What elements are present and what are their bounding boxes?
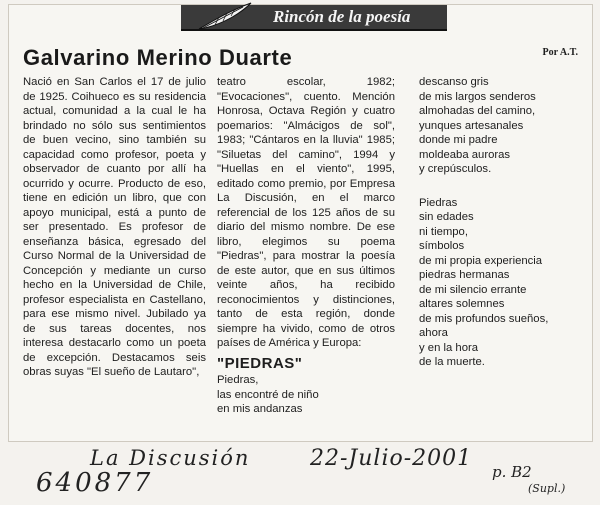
newspaper-clipping <box>8 4 593 442</box>
stanza-gap <box>419 177 584 196</box>
section-title: Rincón de la poesía <box>273 7 411 26</box>
section-banner <box>181 5 447 31</box>
body-text: Nació en San Carlos el 17 de julio de 1925. Coihueco es su residencia actual, comunidad a la cual le ha brindado no sólo sus sentimientos de buen vecino, sino también su capacidad como profesor, poeta y observador de cuanto por allí ha ocurrido y ocurre. Producto de eso, tiene en edición un libro, que con apoyo municipal, está a punto de ser presentado. Es profesor de enseñanza básica, egresado del Curso Normal de la Universidad de Concepción y mediante un curso hecho en la Universidad de Chile, profesor especialista en Castellano, para ese mismo nivel. Jubilado ya de sus tareas docentes, nos interesa destacarlo como un poeta de excepción. Destacamos seis obras suyas "El sueño de Lautaro", <box>23 76 206 378</box>
poem-line: de mis largos senderos <box>419 90 536 103</box>
poem-line: Piedras <box>419 196 458 209</box>
poem-line: ni tiempo, <box>419 225 468 238</box>
handwritten-note: (Supl.) <box>528 482 566 495</box>
poem-line: de mi silencio errante <box>419 283 527 296</box>
handwritten-page: p. B2 <box>492 463 532 481</box>
poem-line: altares solemnes <box>419 298 505 310</box>
poem-stanza-1 <box>419 75 584 177</box>
poem-line: yunques artesanales <box>419 119 524 132</box>
poem-line: símbolos <box>419 240 465 252</box>
handwritten-catalog-number: 640877 <box>36 468 154 498</box>
poem-line: Piedras, <box>217 374 259 386</box>
poem-line: y en la hora <box>419 341 479 354</box>
poem-stanza-2 <box>419 196 584 370</box>
article-headline: Galvarino Merino Duarte <box>23 45 293 70</box>
handwritten-source: La Discusión <box>90 446 251 470</box>
poem-line: almohadas del camino, <box>419 105 536 117</box>
article-column-2 <box>217 75 395 417</box>
poem-line: donde mi padre <box>419 134 498 146</box>
poem-line: en mis andanzas <box>217 403 303 415</box>
article-column-3 <box>419 75 584 370</box>
poem-line: de mis profundos sueños, <box>419 312 549 325</box>
poem-line: ahora <box>419 327 448 339</box>
handwritten-date: 22-Julio-2001 <box>310 446 473 471</box>
poem-title: "PIEDRAS" <box>217 354 303 372</box>
author-byline: Por A.T. <box>542 47 578 58</box>
poem-line: y crepúsculos. <box>419 163 492 175</box>
poem-line: las encontré de niño <box>217 388 319 401</box>
poem-line: moldeaba auroras <box>419 148 511 161</box>
article-column-1 <box>23 75 206 380</box>
poem-opening <box>217 373 395 417</box>
poem-line: descanso gris <box>419 76 489 88</box>
poem-line: de mi propia experiencia <box>419 254 543 267</box>
quill-pen-icon <box>195 1 255 31</box>
poem-line: de la muerte. <box>419 356 485 368</box>
poem-line: piedras hermanas <box>419 269 510 281</box>
body-text: teatro escolar, 1982; "Evocaciones", cuento. Mención Honrosa, Octava Región y cuatro poemarios: "Almácigos de sol", 1983; "Cántaros en la lluvia" 1985; "Siluetas del camino", 1994 y "Huellas en el viento", 1995, editado como premio, por Empresa La Discusión, en el marco referencial de los 125 años de su diario del mismo nombre. De ese libro, elegimos su poema "Piedras", para mostrar la poesía de este autor, que en sus últimos veinte años, ha recibido reconocimientos y distinciones, tanto de esta región, donde siempre ha vivido, como de otros países de América y Europa: <box>217 76 395 349</box>
poem-line: sin edades <box>419 211 474 223</box>
